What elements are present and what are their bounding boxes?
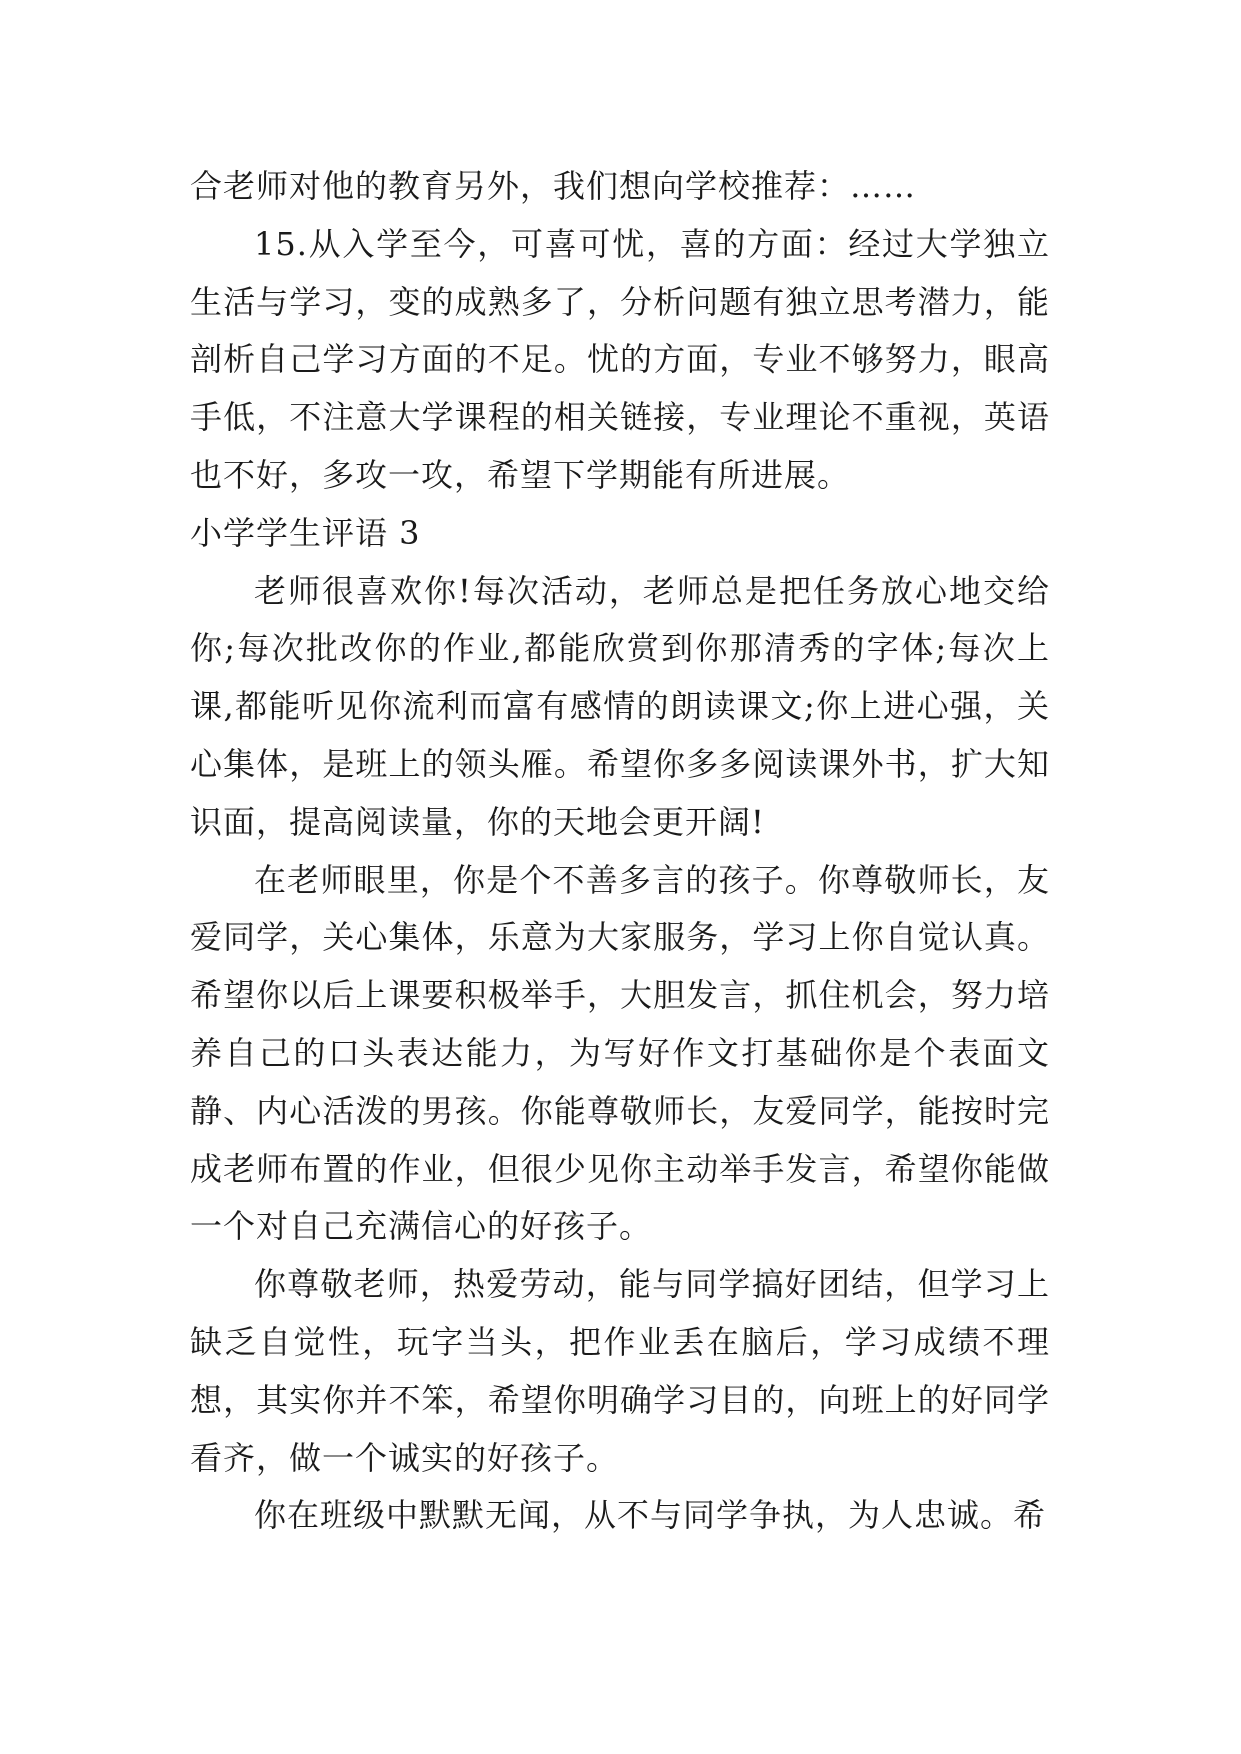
paragraph-continuation: 合老师对他的教育另外，我们想向学校推荐：…… (190, 167, 917, 205)
comment-paragraph: 你在班级中默默无闻，从不与同学争执，为人忠诚。希 (254, 1496, 1047, 1535)
comment-paragraph: 在老师眼里，你是个不善多言的孩子。你尊敬师长，友爱同学，关心集体，乐意为大家服务，学习上你自觉认真。希望你以后上课要积极举手，大胆发言，抓住机会，努力培养自己的口头表达能力，为写好作文打基础你是个表面文静、内心活泼的男孩。你能尊敬师长，友爱同学，能按时完成老师布置的作业，但很少见你主动举手发言，希望你能做一个对自己充满信心的好孩子。 (190, 860, 1050, 1246)
comment-paragraph: 老师很喜欢你!每次活动，老师总是把任务放心地交给你;每次批改你的作业,都能欣赏到你那清秀的字体;每次上课,都能听见你流利而富有感情的朗读课文;你上进心强，关心集体，是班上的领头雁。希望你多多阅读课外书，扩大知识面，提高阅读量，你的天地会更开阔! (190, 571, 1050, 841)
section-heading: 小学学生评语 3 (190, 513, 421, 552)
comment-paragraph: 你尊敬老师，热爱劳动，能与同学搞好团结，但学习上缺乏自觉性，玩字当头，把作业丢在脑后，学习成绩不理想，其实你并不笨，希望你明确学习目的，向班上的好同学看齐，做一个诚实的好孩子。 (190, 1265, 1050, 1477)
paragraph-item-15: 15.从入学至今，可喜可忧，喜的方面：经过大学独立生活与学习，变的成熟多了，分析问题有独立思考潜力，能剖析自己学习方面的不足。忧的方面，专业不够努力，眼高手低，不注意大学课程的相关链接，专业理论不重视，英语也不好，多攻一攻，希望下学期能有所进展。 (190, 224, 1050, 494)
document-body (190, 158, 1050, 1545)
